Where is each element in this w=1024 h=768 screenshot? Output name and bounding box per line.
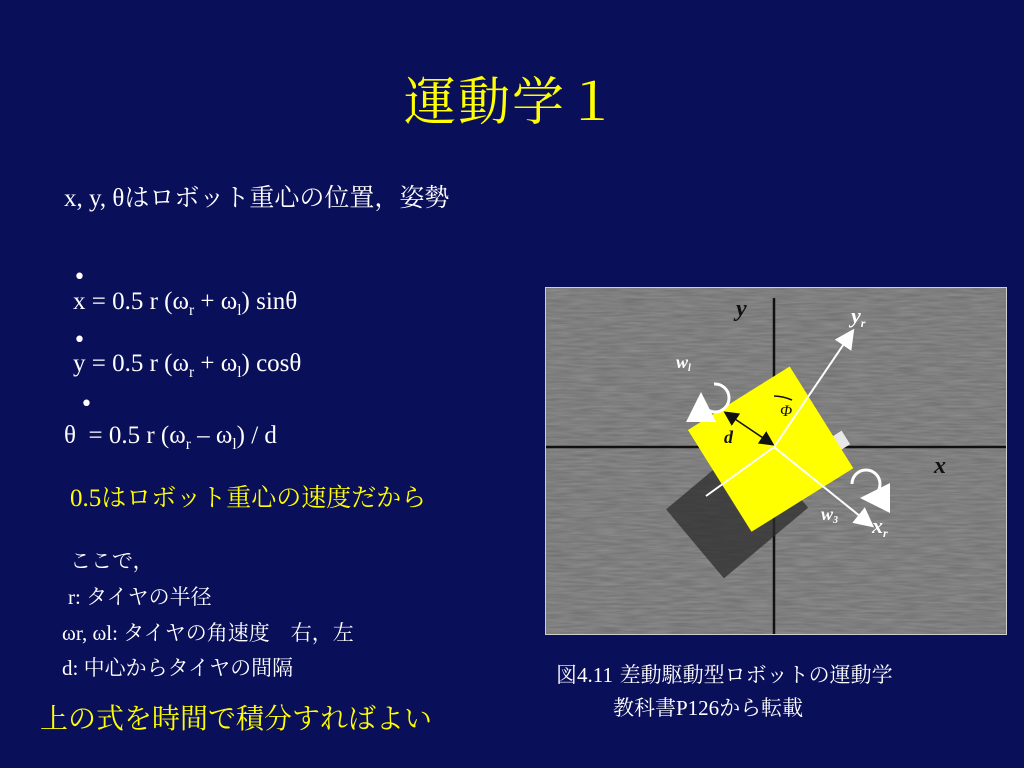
phi-label: Φ: [780, 403, 793, 420]
footer-text: 上の式を時間で積分すればよい: [40, 702, 433, 735]
intro-line: [64, 178, 449, 214]
defs-heading: ここで，: [70, 549, 154, 573]
equation-x: x = 0.5 r $(\omega_r + \omega_l)$ sinθ: [73, 288, 298, 319]
figure-caption-line2: 教科書P126から転載: [613, 696, 804, 720]
def-d: d: 中心からタイヤの間隔: [62, 656, 294, 680]
intro-text: はロボット重心の位置，姿勢: [124, 183, 450, 212]
x-axis-label: x: [934, 453, 946, 479]
dot-y: •: [73, 328, 86, 353]
velocity-note: 0.5はロボット重心の速度だから: [70, 483, 427, 512]
def-omega: ωr, ωl: タイヤの角速度 右，左: [62, 621, 354, 645]
w1-label: wl: [676, 352, 691, 374]
intro-vars: x, y, θ: [64, 185, 125, 212]
robot-y-label: yr: [851, 303, 866, 330]
def-r: r: タイヤの半径: [68, 585, 212, 609]
robot-kinematics-figure: [545, 287, 1007, 635]
dot-x: •: [73, 265, 86, 290]
slide-title: 運動学１: [403, 73, 620, 133]
equation-theta: θ = 0.5 r $(\omega_r - \omega_l)$ / d: [64, 422, 277, 453]
figure-caption-line1: 図4.11 差動駆動型ロボットの運動学: [556, 663, 893, 687]
y-axis-label: y: [736, 296, 747, 322]
robot-x-label: xr: [872, 513, 888, 540]
equation-y: y = 0.5 r $(\omega_r + \omega_l)$ cosθ: [73, 350, 302, 381]
w3-label: w3: [821, 504, 839, 526]
d-label: d: [724, 427, 733, 447]
dot-theta: •: [80, 392, 93, 417]
